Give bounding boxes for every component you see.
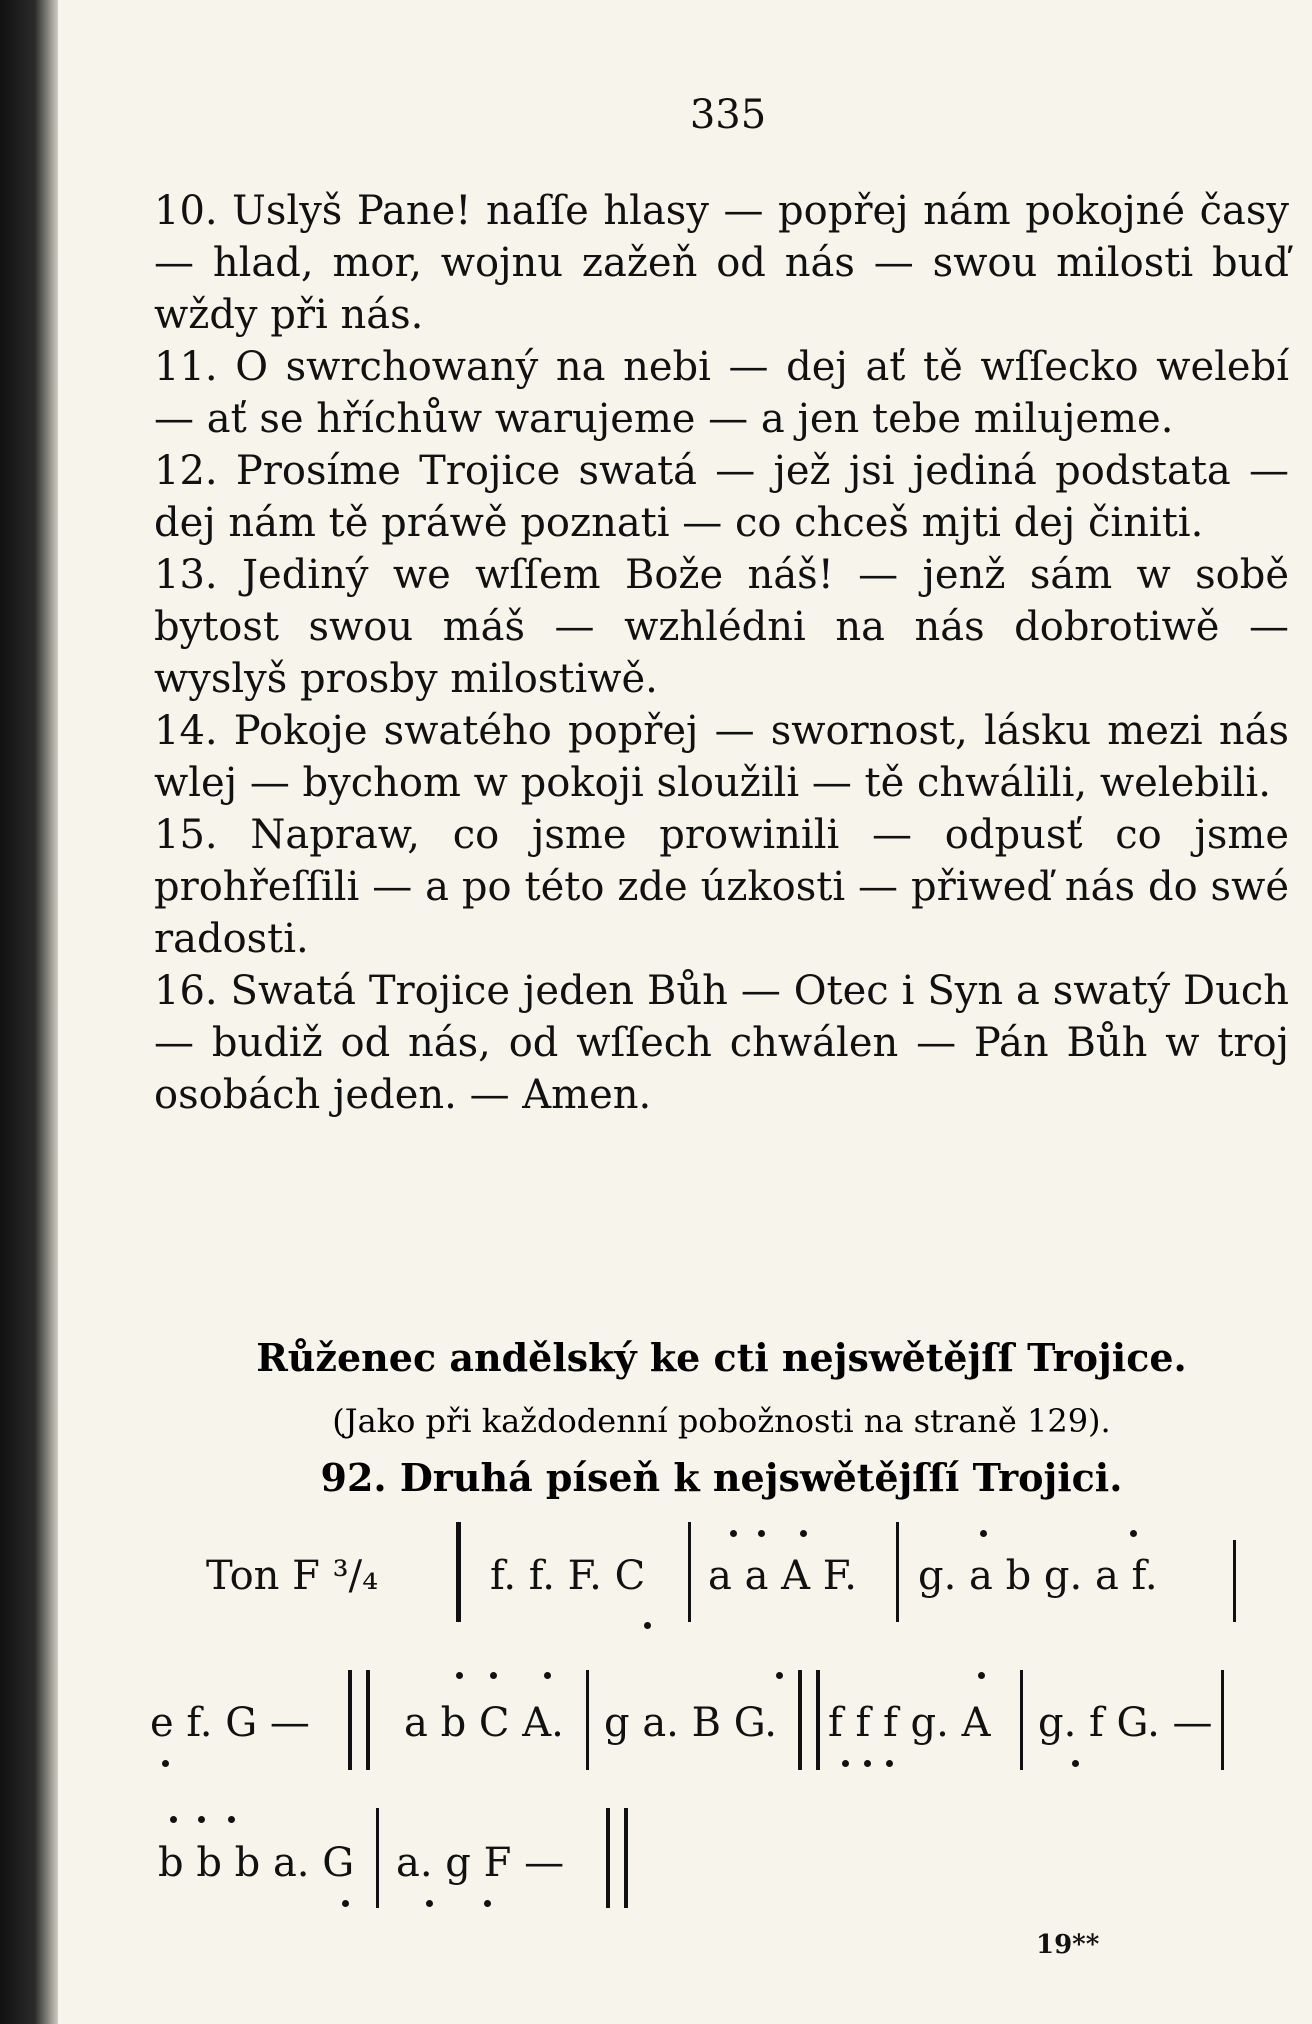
signature-mark: 19** <box>1036 1930 1100 1960</box>
measure-bar <box>1233 1540 1236 1622</box>
octave-dot <box>198 1816 205 1823</box>
octave-dot <box>980 1530 987 1537</box>
measure-2-5: g. f G. — <box>1038 1700 1213 1746</box>
stanza-16: 16. Swatá Trojice jeden Bůh — Otec i Syn a swatý Duch — budiž od nás, od wſſech chwálen — Pán Bůh w troj osobách jeden. — Amen. <box>154 968 1289 1118</box>
tone-label: Ton F ³/₄ <box>206 1553 379 1599</box>
double-bar <box>606 1808 628 1908</box>
stanza-15: 15. Napraw, co jsme prowinili — odpusť co jsme prohřeſſili — a po této zde úzkosti — přiweď nás do swé radosti. <box>154 812 1289 962</box>
double-bar <box>348 1670 370 1770</box>
octave-dot <box>544 1672 551 1679</box>
octave-dot <box>162 1760 169 1767</box>
octave-dot <box>842 1760 849 1767</box>
measure-3-1: b b b a. G <box>158 1840 355 1886</box>
hymn-stanzas <box>154 185 1289 1121</box>
double-bar <box>798 1670 820 1770</box>
measure-1-3: g. a b g. a f. <box>918 1553 1158 1599</box>
octave-dot <box>342 1900 349 1907</box>
measure-bar <box>1221 1670 1224 1770</box>
octave-dot <box>644 1622 651 1629</box>
measure-3-2: a. g F — <box>396 1840 565 1886</box>
stanza-10: 10. Uslyš Pane! naſſe hlasy — popřej nám pokojné časy — hlad, mor, wojnu zažeň od nás — swou milosti buď wždy při nás. <box>154 188 1289 338</box>
rosary-note: (Jako při každodenní pobožnosti na straně 129). <box>332 1402 1111 1440</box>
measure-2-3: g a. B G. <box>604 1700 777 1746</box>
book-gutter <box>0 0 58 2024</box>
measure-bar <box>456 1522 461 1622</box>
stanza-13: 13. Jediný we wſſem Bože náš! — jenž sám w sobě bytost swou máš — wzhlédni na nás dobrotiwě — wyslyš prosby milostiwě. <box>154 552 1289 702</box>
measure-1-2: a a A F. <box>708 1553 857 1599</box>
octave-dot <box>484 1900 491 1907</box>
octave-dot <box>758 1530 765 1537</box>
octave-dot <box>978 1672 985 1679</box>
octave-dot <box>886 1760 893 1767</box>
measure-bar <box>1020 1670 1023 1770</box>
octave-dot <box>426 1900 433 1907</box>
measure-1-1: f. f. F. C <box>490 1553 646 1599</box>
octave-dot <box>170 1816 177 1823</box>
measure-2-1: e f. G — <box>150 1700 310 1746</box>
octave-dot <box>730 1530 737 1537</box>
stanza-12: 12. Prosíme Trojice swatá — jež jsi jediná podstata — dej nám tě práwě poznati — co chceš mjti dej činiti. <box>154 448 1289 546</box>
measure-bar <box>896 1522 899 1622</box>
octave-dot <box>490 1672 497 1679</box>
hymn-title: 92. Druhá píseň k nejswětějſſí Trojici. <box>320 1455 1123 1500</box>
rosary-title: Růženec andělský ke cti nejswětějſſ Trojice. <box>256 1335 1187 1380</box>
octave-dot <box>864 1760 871 1767</box>
octave-dot <box>1130 1530 1137 1537</box>
measure-2-2: a b C A. <box>404 1700 564 1746</box>
octave-dot <box>776 1672 783 1679</box>
measure-bar <box>376 1808 379 1908</box>
page-number: 335 <box>689 92 767 138</box>
measure-bar <box>586 1670 589 1770</box>
stanza-14: 14. Pokoje swatého popřej — swornost, lásku mezi nás wlej — bychom w pokoji sloužili — tě chwálili, welebili. <box>154 708 1289 806</box>
stanza-11: 11. O swrchowaný na nebi — dej ať tě wſſecko welebí — ať se hříchůw warujeme — a jen tebe milujeme. <box>154 344 1289 442</box>
octave-dot <box>228 1816 235 1823</box>
octave-dot <box>456 1672 463 1679</box>
octave-dot <box>1072 1760 1079 1767</box>
measure-2-4: f f f g. A <box>828 1700 991 1746</box>
measure-bar <box>688 1522 691 1622</box>
octave-dot <box>800 1530 807 1537</box>
book-page <box>58 0 1312 2024</box>
